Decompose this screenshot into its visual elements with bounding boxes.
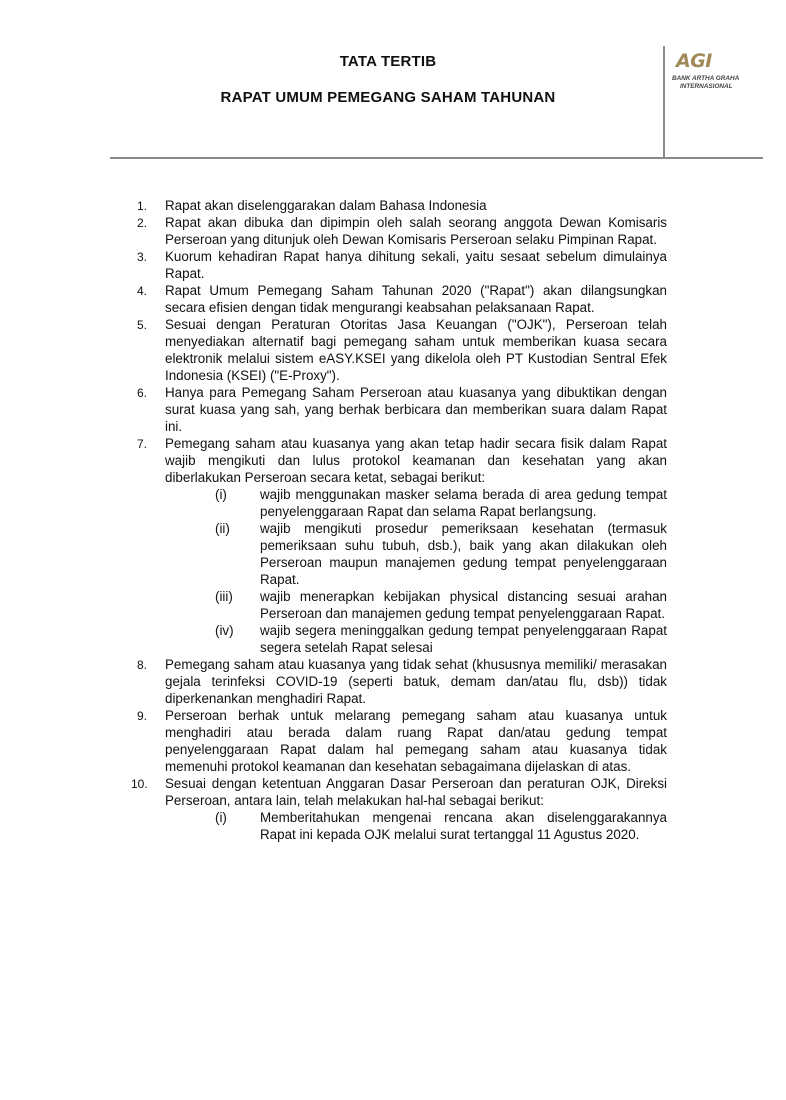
rule-item-3 (137, 248, 667, 282)
rule-number: 1. (137, 199, 148, 213)
rule-7-subitem-ii (137, 520, 667, 588)
rule-text: Sesuai dengan ketentuan Anggaran Dasar Perseroan dan peraturan OJK, Direksi Perseroan, antara lain, telah melakukan hal-hal sebagai berikut: (165, 776, 667, 808)
rule-text: Pemegang saham atau kuasanya yang akan tetap hadir secara fisik dalam Rapat wajib mengikuti dan lulus protokol keamanan dan kesehatan yang akan diberlakukan Perseroan secara ketat, sebagai berikut: (165, 436, 667, 485)
rules-list (131, 197, 667, 843)
subitem-number: (iii) (215, 589, 233, 604)
rule-number: 7. (137, 437, 148, 451)
rule-item-10 (131, 775, 667, 809)
rule-text: Kuorum kehadiran Rapat hanya dihitung sekali, yaitu sesaat sebelum dimulainya Rapat. (165, 249, 667, 281)
rule-number: 4. (137, 284, 148, 298)
subitem-number: (i) (215, 810, 227, 825)
rule-text: Rapat akan diselenggarakan dalam Bahasa Indonesia (165, 198, 487, 213)
rule-item-8 (137, 656, 667, 707)
rule-7-subitem-iv (137, 622, 667, 656)
rule-item-6 (137, 384, 667, 435)
logo-bank-name-line1: BANK ARTHA GRAHA (672, 75, 740, 82)
rule-number: 2. (137, 216, 148, 230)
subitem-number: (i) (215, 487, 227, 502)
rule-number: 5. (137, 318, 148, 332)
rule-number: 9. (137, 709, 148, 723)
logo-bank-name-line2: INTERNASIONAL (680, 83, 733, 90)
rule-text: Pemegang saham atau kuasanya yang tidak sehat (khususnya memiliki/ merasakan gejala terinfeksi COVID-19 (seperti batuk, demam dan/atau flu, dsb)) tidak diperkenankan menghadiri Rapat. (165, 657, 667, 706)
rule-item-2 (137, 214, 667, 248)
rule-number: 10. (131, 777, 148, 791)
rule-number: 3. (137, 250, 148, 264)
subitem-text: wajib segera meninggalkan gedung tempat penyelenggaraan Rapat segera setelah Rapat selesai (260, 623, 667, 655)
subitem-text: Memberitahukan mengenai rencana akan diselenggarakannya Rapat ini kepada OJK melalui surat tertanggal 11 Agustus 2020. (260, 810, 667, 842)
header-vertical-divider (663, 46, 665, 158)
rule-text: Perseroan berhak untuk melarang pemegang saham atau kuasanya untuk menghadiri atau berada dalam ruang Rapat dan/atau gedung tempat penyelenggaraan Rapat dalam hal pemegang saham atau kuasanya tidak memenuhi protokol keamanan dan kesehatan sebagaimana dijelaskan di atas. (165, 708, 667, 774)
rule-item-7 (137, 435, 667, 486)
rule-number: 8. (137, 658, 148, 672)
rule-item-9 (137, 707, 667, 775)
document-subtitle: RAPAT UMUM PEMEGANG SAHAM TAHUNAN (220, 89, 556, 106)
header-horizontal-divider (110, 157, 763, 159)
subitem-number: (ii) (215, 521, 230, 536)
rule-text: Rapat Umum Pemegang Saham Tahunan 2020 ("Rapat") akan dilangsungkan secara efisien dengan tidak mengurangi keabsahan pelaksanaan Rapat. (165, 283, 667, 315)
subitem-text: wajib menerapkan kebijakan physical distancing sesuai arahan Perseroan dan manajemen gedung tempat penyelenggaraan Rapat. (260, 589, 667, 621)
subitem-text: wajib mengikuti prosedur pemeriksaan kesehatan (termasuk pemeriksaan suhu tubuh, dsb.), baik yang akan dilakukan oleh Perseroan maupun manajemen gedung tempat penyelenggaraan Rapat. (260, 521, 667, 587)
document-title: TATA TERTIB (339, 53, 437, 70)
subitem-text: wajib menggunakan masker selama berada di area gedung tempat penyelenggaraan Rapat dan selama Rapat berlangsung. (260, 487, 667, 519)
rule-text: Sesuai dengan Peraturan Otoritas Jasa Keuangan ("OJK"), Perseroan telah menyediakan alternatif bagi pemegang saham untuk memberikan kuasa secara elektronik melalui sistem eASY.KSEI yang dikelola oleh PT Kustodian Sentral Efek Indonesia (KSEI) ("E-Proxy"). (165, 317, 667, 383)
rule-item-4 (137, 282, 667, 316)
logo-mark: AGI (676, 50, 712, 72)
rule-text: Rapat akan dibuka dan dipimpin oleh salah seorang anggota Dewan Komisaris Perseroan yang ditunjuk oleh Dewan Komisaris Perseroan selaku Pimpinan Rapat. (165, 215, 667, 247)
rule-item-5 (137, 316, 667, 384)
rule-text: Hanya para Pemegang Saham Perseroan atau kuasanya yang dibuktikan dengan surat kuasa yang sah, yang berhak berbicara dan memberikan suara dalam Rapat ini. (165, 385, 667, 434)
rule-item-1 (137, 197, 667, 214)
rule-7-subitem-i (137, 486, 667, 520)
rule-7-subitem-iii (137, 588, 667, 622)
rule-10-subitem-i (137, 809, 667, 843)
subitem-number: (iv) (215, 623, 234, 638)
rule-number: 6. (137, 386, 148, 400)
agi-logo (672, 50, 752, 94)
